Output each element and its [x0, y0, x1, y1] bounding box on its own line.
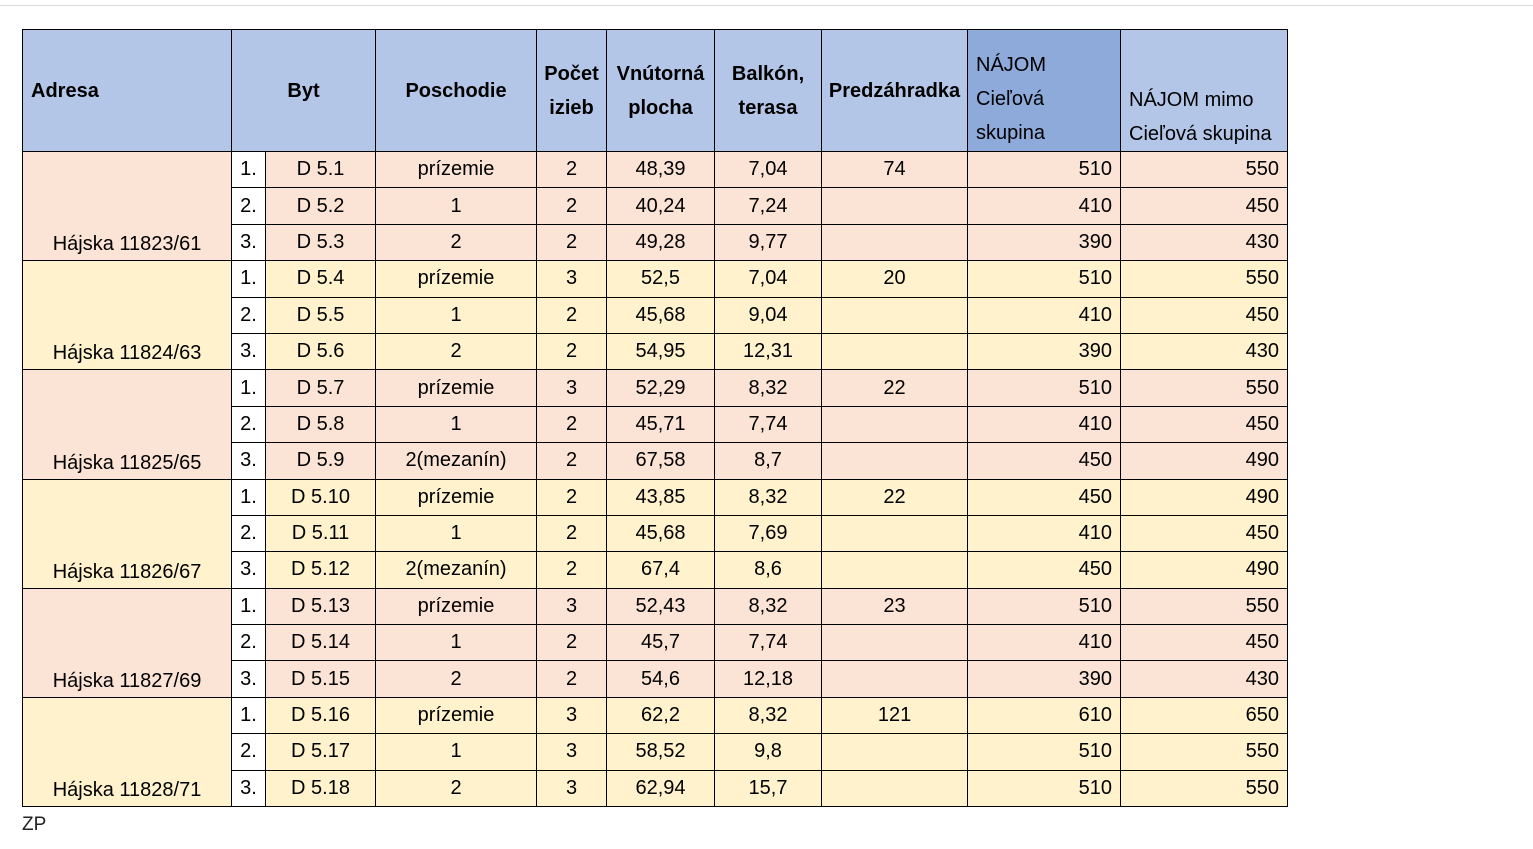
poschodie-cell: 1 [376, 734, 537, 770]
poschodie-cell: prízemie [376, 479, 537, 515]
poschodie-cell: prízemie [376, 261, 537, 297]
izby-cell: 2 [537, 333, 607, 369]
najom-cell: 510 [968, 588, 1121, 624]
row-number: 3. [232, 333, 266, 369]
najom-mimo-cell: 450 [1121, 406, 1288, 442]
poschodie-cell: 2 [376, 224, 537, 260]
predzahradka-cell: 22 [822, 479, 968, 515]
predzahradka-cell [822, 333, 968, 369]
predzahradka-cell [822, 734, 968, 770]
plocha-cell: 52,5 [607, 261, 715, 297]
table-body [23, 152, 1288, 807]
izby-cell: 3 [537, 370, 607, 406]
byt-cell: D 5.15 [266, 661, 376, 697]
header-adresa: Adresa [23, 30, 232, 152]
row-number: 2. [232, 297, 266, 333]
poschodie-cell: 1 [376, 515, 537, 551]
izby-cell: 2 [537, 479, 607, 515]
izby-cell: 2 [537, 406, 607, 442]
plocha-cell: 62,94 [607, 770, 715, 806]
row-number: 1. [232, 479, 266, 515]
row-number: 1. [232, 588, 266, 624]
najom-cell: 510 [968, 770, 1121, 806]
izby-cell: 3 [537, 770, 607, 806]
byt-cell: D 5.14 [266, 625, 376, 661]
najom-cell: 390 [968, 333, 1121, 369]
poschodie-cell: 1 [376, 406, 537, 442]
izby-cell: 2 [537, 552, 607, 588]
balkon-cell: 7,69 [715, 515, 822, 551]
plocha-cell: 43,85 [607, 479, 715, 515]
apartment-table [22, 29, 1288, 807]
row-number: 3. [232, 224, 266, 260]
plocha-cell: 54,6 [607, 661, 715, 697]
najom-cell: 450 [968, 443, 1121, 479]
byt-cell: D 5.10 [266, 479, 376, 515]
poschodie-cell: 1 [376, 188, 537, 224]
balkon-cell: 9,77 [715, 224, 822, 260]
poschodie-cell: 1 [376, 297, 537, 333]
balkon-cell: 8,32 [715, 370, 822, 406]
byt-cell: D 5.1 [266, 152, 376, 188]
najom-cell: 390 [968, 661, 1121, 697]
izby-cell: 3 [537, 588, 607, 624]
predzahradka-cell: 20 [822, 261, 968, 297]
balkon-cell: 8,32 [715, 697, 822, 733]
najom-cell: 510 [968, 734, 1121, 770]
najom-mimo-cell: 550 [1121, 734, 1288, 770]
table-row [23, 152, 1288, 188]
najom-mimo-cell: 550 [1121, 370, 1288, 406]
poschodie-cell: prízemie [376, 588, 537, 624]
najom-cell: 390 [968, 224, 1121, 260]
najom-cell: 450 [968, 552, 1121, 588]
najom-cell: 450 [968, 479, 1121, 515]
predzahradka-cell [822, 552, 968, 588]
header-najom-cielova: NÁJOM Cieľová skupina [968, 30, 1121, 152]
byt-cell: D 5.2 [266, 188, 376, 224]
row-number: 3. [232, 770, 266, 806]
row-number: 3. [232, 443, 266, 479]
top-divider [0, 5, 1533, 6]
predzahradka-cell [822, 515, 968, 551]
izby-cell: 3 [537, 697, 607, 733]
predzahradka-cell [822, 625, 968, 661]
plocha-cell: 52,43 [607, 588, 715, 624]
najom-cell: 410 [968, 297, 1121, 333]
byt-cell: D 5.17 [266, 734, 376, 770]
address-cell: Hájska 11827/69 [23, 588, 232, 697]
plocha-cell: 67,4 [607, 552, 715, 588]
najom-mimo-cell: 550 [1121, 588, 1288, 624]
najom-mimo-cell: 450 [1121, 297, 1288, 333]
najom-mimo-cell: 550 [1121, 152, 1288, 188]
najom-mimo-cell: 450 [1121, 515, 1288, 551]
table-row [23, 697, 1288, 733]
poschodie-cell: prízemie [376, 697, 537, 733]
header-vnutorna-plocha: Vnútorná plocha [607, 30, 715, 152]
table-row [23, 370, 1288, 406]
header-pocet-izieb: Počet izieb [537, 30, 607, 152]
row-number: 2. [232, 515, 266, 551]
balkon-cell: 12,18 [715, 661, 822, 697]
byt-cell: D 5.7 [266, 370, 376, 406]
balkon-cell: 8,32 [715, 588, 822, 624]
table-row [23, 261, 1288, 297]
byt-cell: D 5.9 [266, 443, 376, 479]
balkon-cell: 7,04 [715, 261, 822, 297]
balkon-cell: 7,24 [715, 188, 822, 224]
byt-cell: D 5.12 [266, 552, 376, 588]
balkon-cell: 8,7 [715, 443, 822, 479]
poschodie-cell: 1 [376, 625, 537, 661]
predzahradka-cell [822, 661, 968, 697]
izby-cell: 2 [537, 661, 607, 697]
address-cell: Hájska 11824/63 [23, 261, 232, 370]
balkon-cell: 15,7 [715, 770, 822, 806]
address-cell: Hájska 11823/61 [23, 152, 232, 261]
address-cell: Hájska 11828/71 [23, 697, 232, 806]
najom-cell: 610 [968, 697, 1121, 733]
byt-cell: D 5.3 [266, 224, 376, 260]
najom-mimo-cell: 550 [1121, 261, 1288, 297]
balkon-cell: 7,04 [715, 152, 822, 188]
najom-mimo-cell: 430 [1121, 661, 1288, 697]
header-byt: Byt [232, 30, 376, 152]
poschodie-cell: prízemie [376, 370, 537, 406]
plocha-cell: 67,58 [607, 443, 715, 479]
byt-cell: D 5.13 [266, 588, 376, 624]
izby-cell: 3 [537, 261, 607, 297]
predzahradka-cell: 22 [822, 370, 968, 406]
najom-mimo-cell: 450 [1121, 625, 1288, 661]
plocha-cell: 62,2 [607, 697, 715, 733]
najom-cell: 510 [968, 370, 1121, 406]
header-poschodie: Poschodie [376, 30, 537, 152]
izby-cell: 3 [537, 734, 607, 770]
plocha-cell: 48,39 [607, 152, 715, 188]
header-row [23, 30, 1288, 152]
najom-mimo-cell: 430 [1121, 224, 1288, 260]
poschodie-cell: 2(mezanín) [376, 552, 537, 588]
row-number: 1. [232, 370, 266, 406]
row-number: 2. [232, 734, 266, 770]
byt-cell: D 5.16 [266, 697, 376, 733]
izby-cell: 2 [537, 188, 607, 224]
plocha-cell: 45,68 [607, 297, 715, 333]
najom-mimo-cell: 490 [1121, 552, 1288, 588]
table-row [23, 479, 1288, 515]
plocha-cell: 58,52 [607, 734, 715, 770]
plocha-cell: 45,7 [607, 625, 715, 661]
predzahradka-cell [822, 443, 968, 479]
balkon-cell: 8,32 [715, 479, 822, 515]
izby-cell: 2 [537, 224, 607, 260]
plocha-cell: 45,68 [607, 515, 715, 551]
predzahradka-cell [822, 406, 968, 442]
predzahradka-cell [822, 188, 968, 224]
najom-cell: 410 [968, 515, 1121, 551]
poschodie-cell: 2 [376, 770, 537, 806]
najom-mimo-cell: 490 [1121, 443, 1288, 479]
izby-cell: 2 [537, 625, 607, 661]
plocha-cell: 45,71 [607, 406, 715, 442]
najom-mimo-cell: 450 [1121, 188, 1288, 224]
najom-cell: 410 [968, 406, 1121, 442]
predzahradka-cell: 23 [822, 588, 968, 624]
balkon-cell: 8,6 [715, 552, 822, 588]
najom-cell: 510 [968, 261, 1121, 297]
poschodie-cell: 2 [376, 333, 537, 369]
row-number: 2. [232, 406, 266, 442]
balkon-cell: 7,74 [715, 625, 822, 661]
row-number: 2. [232, 188, 266, 224]
izby-cell: 2 [537, 515, 607, 551]
najom-cell: 410 [968, 188, 1121, 224]
najom-cell: 510 [968, 152, 1121, 188]
row-number: 1. [232, 152, 266, 188]
byt-cell: D 5.18 [266, 770, 376, 806]
header-predzahradka: Predzáhradka [822, 30, 968, 152]
row-number: 1. [232, 697, 266, 733]
plocha-cell: 49,28 [607, 224, 715, 260]
izby-cell: 2 [537, 443, 607, 479]
plocha-cell: 52,29 [607, 370, 715, 406]
byt-cell: D 5.8 [266, 406, 376, 442]
najom-mimo-cell: 490 [1121, 479, 1288, 515]
row-number: 2. [232, 625, 266, 661]
byt-cell: D 5.6 [266, 333, 376, 369]
row-number: 3. [232, 552, 266, 588]
predzahradka-cell [822, 224, 968, 260]
najom-mimo-cell: 430 [1121, 333, 1288, 369]
byt-cell: D 5.4 [266, 261, 376, 297]
balkon-cell: 9,04 [715, 297, 822, 333]
plocha-cell: 54,95 [607, 333, 715, 369]
table-row [23, 588, 1288, 624]
izby-cell: 2 [537, 297, 607, 333]
plocha-cell: 40,24 [607, 188, 715, 224]
balkon-cell: 12,31 [715, 333, 822, 369]
row-number: 3. [232, 661, 266, 697]
predzahradka-cell [822, 770, 968, 806]
balkon-cell: 7,74 [715, 406, 822, 442]
balkon-cell: 9,8 [715, 734, 822, 770]
najom-cell: 410 [968, 625, 1121, 661]
header-najom-mimo: NÁJOM mimo Cieľová skupina [1121, 30, 1288, 152]
poschodie-cell: 2(mezanín) [376, 443, 537, 479]
izby-cell: 2 [537, 152, 607, 188]
poschodie-cell: prízemie [376, 152, 537, 188]
predzahradka-cell [822, 297, 968, 333]
row-number: 1. [232, 261, 266, 297]
najom-mimo-cell: 650 [1121, 697, 1288, 733]
address-cell: Hájska 11826/67 [23, 479, 232, 588]
poschodie-cell: 2 [376, 661, 537, 697]
predzahradka-cell: 121 [822, 697, 968, 733]
byt-cell: D 5.11 [266, 515, 376, 551]
byt-cell: D 5.5 [266, 297, 376, 333]
header-balkon-terasa: Balkón, terasa [715, 30, 822, 152]
footer-note: ZP [22, 814, 47, 835]
predzahradka-cell: 74 [822, 152, 968, 188]
address-cell: Hájska 11825/65 [23, 370, 232, 479]
najom-mimo-cell: 550 [1121, 770, 1288, 806]
